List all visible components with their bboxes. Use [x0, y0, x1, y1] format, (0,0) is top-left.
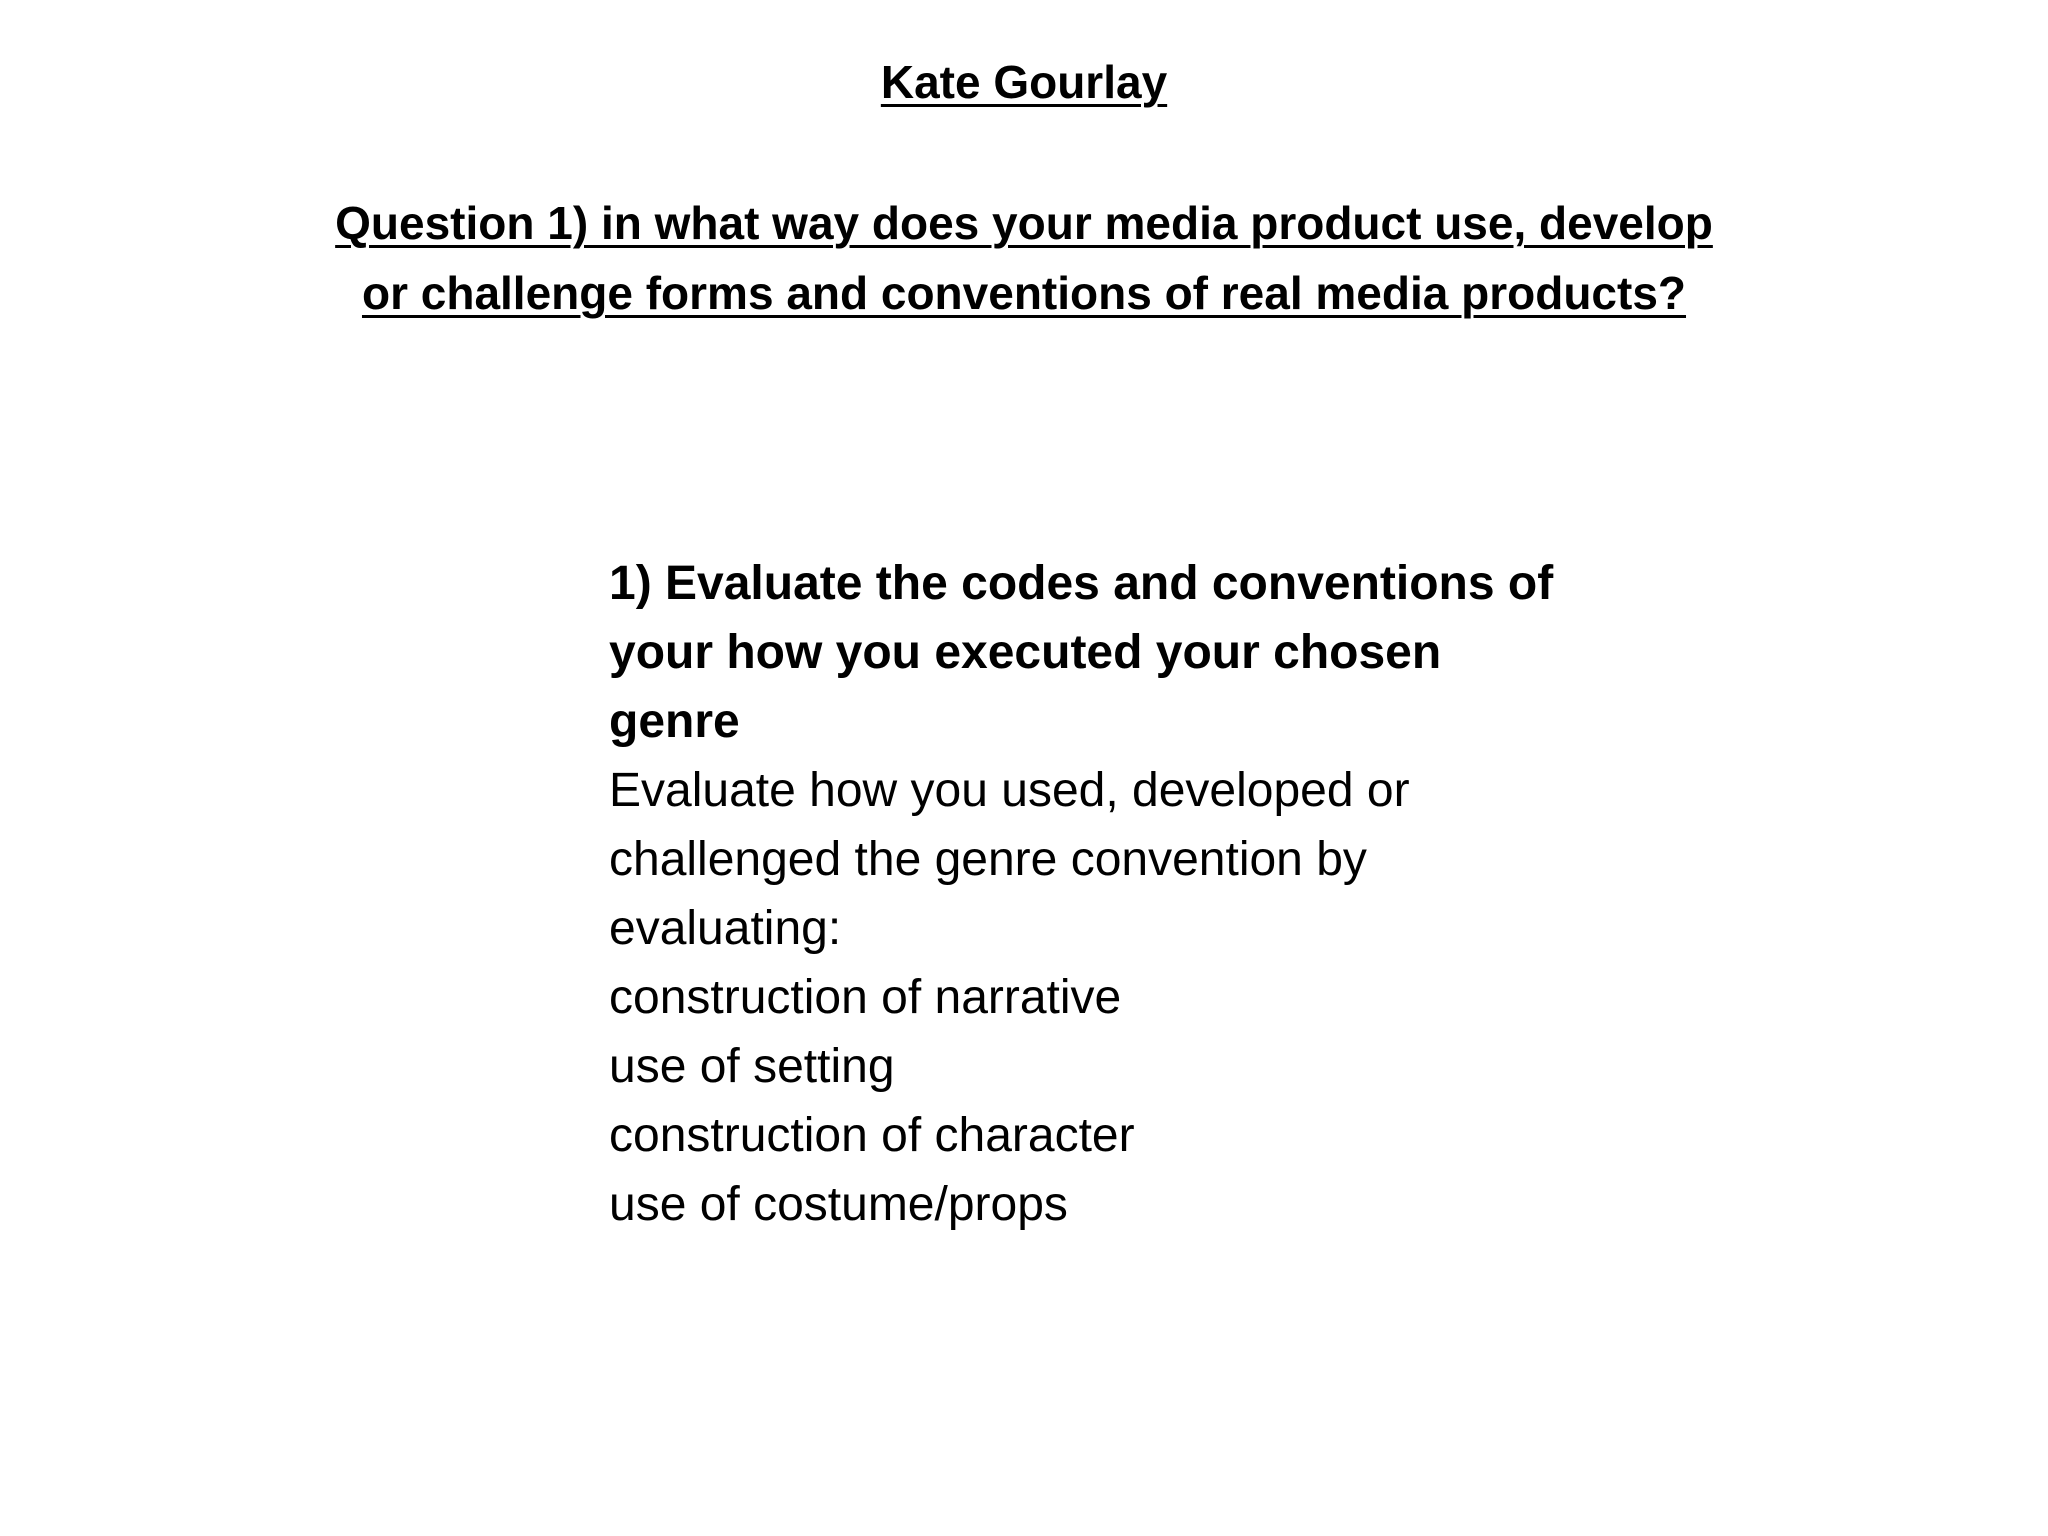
question-line: Question 1) in what way does your media product use, develop — [335, 197, 1713, 249]
question-title — [0, 188, 2048, 328]
task-text-block — [609, 549, 1709, 1239]
task-heading-line: your how you executed your chosen — [609, 626, 1442, 679]
task-body-line: challenged the genre convention by — [609, 833, 1367, 886]
task-body-line: evaluating: — [609, 902, 842, 955]
author-name: Kate Gourlay — [880, 56, 1168, 108]
task-criterion-costume-props: use of costume/props — [609, 1178, 1068, 1231]
task-criterion-character: construction of character — [609, 1109, 1135, 1162]
task-heading-line: 1) Evaluate the codes and conventions of — [609, 557, 1554, 610]
task-body-line: Evaluate how you used, developed or — [609, 764, 1410, 817]
task-heading-line: genre — [609, 695, 740, 748]
task-criterion-narrative: construction of narrative — [609, 971, 1122, 1024]
question-line: or challenge forms and conventions of real media products? — [361, 267, 1687, 319]
task-criterion-setting: use of setting — [609, 1040, 895, 1093]
